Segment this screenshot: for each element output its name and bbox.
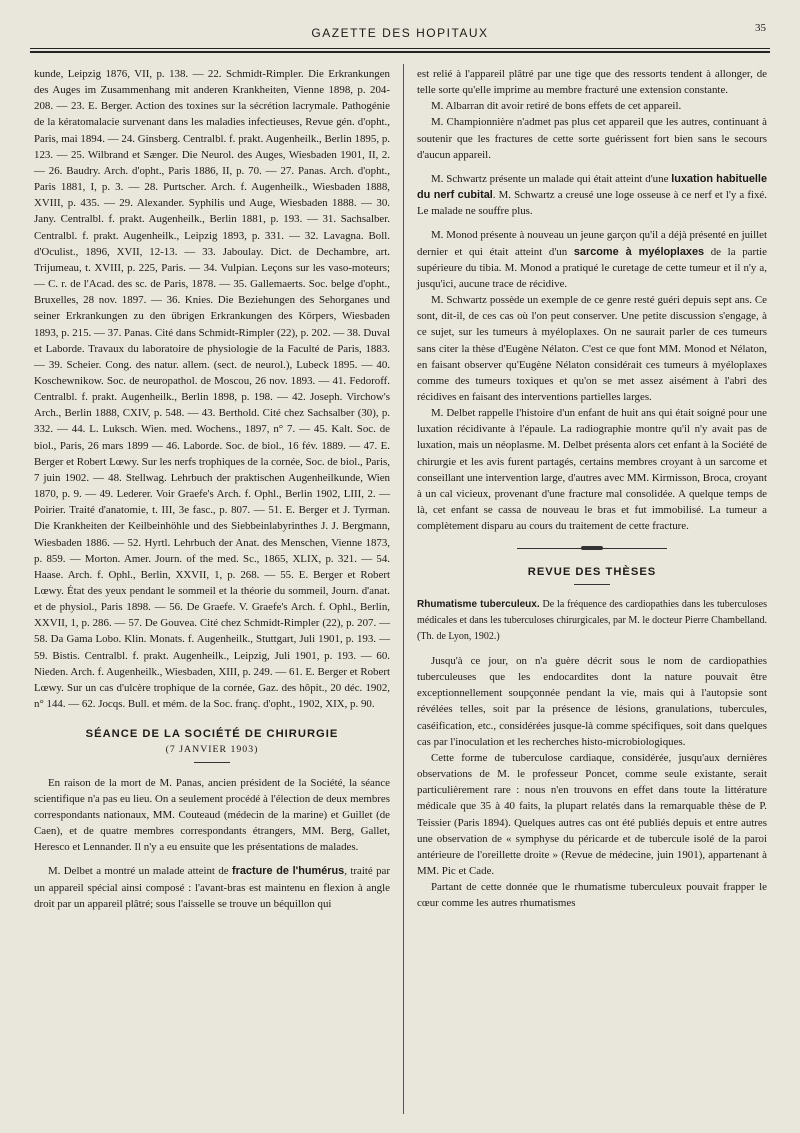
right-column [417, 66, 767, 912]
paragraph-lead: M. Delbet a montré un malade atteint de [48, 865, 232, 878]
running-title: GAZETTE DES HOPITAUX [311, 26, 489, 40]
paragraph: M. Delbet rappelle l'histoire d'un enfant de huit ans qui était soigné pour une luxation récidivante à l'épaule. La radiographie montre qu'il n'y avait pas de luxation, mais un néoplasme. M. Delbet présenta alors cet enfant à la Société de chirurgie et les avis furent partagés, certains membres croyant à un sarcome et conseillant une intervention large, d'autres avec MM. Kirmisson, Broca, croyant à un cal vicieux, provenant d'une fracture mal consolidée. A quelque temps de là, cet enfant se cassa de nouveau le bras et fut immobilisé. La tumeur a complètement disparu au cours du traitement de cette fracture. [417, 407, 767, 533]
paragraph [417, 171, 767, 219]
paragraph: En raison de la mort de M. Panas, ancien président de la Société, la séance scientifique n'a pas eu lieu. On a seulement procédé à l'élection de deux membres correspondants nationaux, MM. Couteaud (médecin de la marine) et Guillet (de Caen), et de quatre membres correspondants étrangers, MM. Berg, Gallet, Heresco et Lennander. Il n'y a eu ensuite que les présentations de malades. [34, 776, 390, 854]
page-number: 35 [755, 22, 766, 34]
thesis-title: Rhumatisme tuberculeux. [417, 598, 540, 610]
paragraph-keyword: sarcome à myéloplaxes [573, 245, 705, 258]
paragraph: est relié à l'appareil plâtré par une tige que des ressorts tendent à allonger, de telle sorte qu'elle imprime au membre fracturé une extension constante. [417, 68, 767, 97]
bibliography-references: kunde, Leipzig 1876, VII, p. 138. — 22. Schmidt-Rimpler. Die Erkrankungen des Auges im Zusammenhang mit anderen Krankheiten, Vienne 1898, p. 204-208. — 23. E. Berger. Action des toxines sur la sécrétion lacrymale. Pathogénie de la kératomalacie survenant dans les maladies infectieuses, Revue gén. d'opht., Paris, mai 1894. — 24. Ginsberg. Centralbl. f. prakt. Augenheilk., Berlin 1895, p. 123. — 25. Wilbrand et Sænger. Die Neurol. des Auges, Wiesbaden 1901, II, 2. — 26. Baudry. Arch. d'opht., Paris 1886, II, p. 70. — 27. Panas. Arch. d'opht., Paris 1881, I, p. 3. — 28. Purtscher. Arch. f. Augenheilk., Wiesbaden 1888, XVIII, p. 435. — 29. Alexander. Syphilis und Auge, Wiesbaden 1888. — 30. Jany. Centralbl. f. prakt. Augenheilk., Berlin 1881, p. 193. — 31. Sachsalber. Centralbl. f. prakt. Augenheilk., Leipzig 1893, p. 331. — 32. Lavagna. Boll. d'Oculist., 1896, XVII, 12-13. — 33. Jaboulay. Dict. de Dechambre, art. Trijumeau, t. XVIII, p. 225, Paris. — 34. Vulpian. Leçons sur les vaso-moteurs; — C. r. de l'Acad. des sc. de Paris, 1878. — 35. Gallemaerts. Soc. belge d'opht., Bruxelles, 28 nov. 1897. — 36. Knies. Die Beziehungen des Sehorganes und seiner Erkrankungen zu den übrigen Erkrankungen des Körpers, Wiesbaden 1893, p. 215. — 37. Panas. Cité dans Schmidt-Rimpler (22), p. 202. — 38. Duval et Laborde. Travaux du laboratoire de physiologie de la Faculté de Paris, 1883. — 39. Scheier. Cong. des natur. allem. (sect. de neurol.), Lubeck 1895. — 40. Koschewnikow. Soc. de neuropathol. de Moscou, 26 nov. 1893. — 41. Fedoroff. Centralbl. f. prakt. Augenheilk., Berlin 1898, p. 198. — 42. Joseph. Virchow's Arch., Berlin 1888, CXIV, p. 548. — 43. Berthold. Cité chez Sachsalber (30), p. 332. — 44. L. Luksch. Wien. med. Wochens., 1897, n° 7. — 45. Kalt. Soc. de biol., Paris, 26 mars 1899 — 46. Laborde. Soc. de biol., 16 fév. 1889. — 47. E. Berger et Robert Lœwy. Sur les nerfs trophiques de la cornée, Soc. de biol., Paris, 7 juin 1902. — 48. Stellwag. Lehrbuch der praktischen Augenheilkunde, Wien 1870, p. 9. — 49. Lederer. Voir Graefe's Arch. f. Ophl., Berlin 1902, LIII, 2. — Poirier. Traité d'anatomie, t. III, 3e fasc., p. 807. — 51. E. Berger et J. Tyrman. Die Krankheiten der Keilbeinhöhle und des Siebbeinlabyrinthes J. J. Bergmann, Wiesbaden 1886. — 52. Hyrtl. Lehrbuch der Anat. des Menschen, Vienne 1873, p. 859. — Morton. Amer. Journ. of the med. Sc., 1865, XLIX, p. 321. — 54. Haase. Arch. f. Ophl., Berlin, XXVII, 1, p. 268. — 55. E. Berger et Robert Lœwy. État des yeux pendant le sommeil et la théorie du sommeil, Journ. d'anat. et de physiol., Paris 1898. — 56. De Graefe. V. Graefe's Arch. f. Ophl., Berlin, XXVII, 1, p. 286. — 57. De Gouvea. Cité chez Schmidt-Rimpler (22), p. 207. — 58. Da Gama Lobo. Klin. Monats. f. Augenheilk., Stuttgart, Juli 1901, p. 193. — 59. Bistis. Centralbl. f. prakt. Augenheilk., Leipzig, Juli 1901, p. 193. — 60. Nieden. Arch. f. Augenheilk., Wiesbaden, XIII, p. 249. — 61. E. Berger et Robert Lœwy. Sur un cas d'ulcère trophique de la cornée, Gaz. des hôpit., 20 déc. 1902, n° 144. — 62. Jocqs. Bull. et mém. de la Soc. franç. d'opht., 1902, XIX, p. 90. [34, 68, 390, 711]
header-rule-thin [30, 48, 770, 49]
paragraph-rest: de la partie supérieure du tibia. M. Monod a pratiqué le curetage de cette tumeur et il n'y a, jusqu'ici, aucune trace de récidive. [417, 245, 767, 290]
header-rule-thick [30, 51, 770, 53]
section-short-rule [574, 584, 610, 585]
paragraph-rest: . M. Schwartz a creusé une loge osseuse à ce nerf et l'y a fixé. Le malade ne souffre plus. [417, 189, 767, 218]
paragraph: M. Championnière n'admet pas plus cet appareil que les autres, continuant à soutenir que les fractures de cette sorte guérissent fort bien sans le secours d'aucun appareil. [417, 116, 767, 161]
column-divider [403, 64, 404, 1114]
paragraph: Cette forme de tuberculose cardiaque, considérée, jusqu'aux dernières observations de M. le professeur Poncet, comme seule existante, serait particulièrement rare : nous n'en trouvons en effet dans toute la littérature médicale que 35 à 40 faits, la plupart relatés dans la remarquable thèse de P. Teissier (Paris 1894). Quelques autres cas ont été publiés depuis et entre autres une observation de « symphyse du péricarde et de tubercule isolé de la paroi antérieure de l'oreillette droite » (Revue de médecine, juin 1901), appartenant à MM. Pic et Cade. [417, 751, 767, 878]
section-title-societe-chirurgie: SÉANCE DE LA SOCIÉTÉ DE CHIRURGIE [85, 728, 339, 741]
paragraph: M. Schwartz possède un exemple de ce genre resté guéri depuis sept ans. Ce sont, dit-il, de ces cas où l'on peut conserver. Une petite discussion s'engage, à ce sujet, sur les tumeurs à myéloplaxes. On ne saurait parler de ces tumeurs sans citer la thèse d'Eugène Nélaton. C'est ce que font MM. Monod et Nélaton, en faisant observer qu'Eugène Nélaton considérait ces tumeurs à myéloplaxes comme des tumeurs toxiques et qu'on se met assez aisément à l'abri des récidives en faisant des interventions partielles larges. [417, 294, 767, 403]
section-title-revue-theses: REVUE DES THÈSES [527, 566, 657, 579]
page-header [30, 18, 770, 58]
thesis-entry [417, 597, 767, 645]
section-date: (7 JANVIER 1903) [165, 744, 259, 756]
paragraph-lead: M. Schwartz présente un malade qui était atteint d'une [431, 172, 672, 185]
paragraph-rest: , traité par un appareil spécial ainsi composé : l'avant-bras est maintenu en flexion à angle droit par un appareil plâtré; sous l'aisselle se trouve un béquillon qui [34, 865, 391, 910]
paragraph: Partant de cette donnée que le rhumatisme tuberculeux pouvait frapper le cœur comme les autres rhumatismes [417, 881, 767, 910]
paragraph: Jusqu'à ce jour, on n'a guère décrit sous le nom de cardiopathies tuberculeuses que les endocardites dont la nature pouvait être exceptionnellement soupçonnée pendant la vie, mais qui à l'autopsie sont révélées telles, soit par la présence de lésions, granulations, tubercules, caséification, etc., considérées jusque-là comme spécifiques, soit dans quelques cas par l'inoculation et les recherches histo-microbiologiques. [417, 655, 767, 748]
paragraph: M. Albarran dit avoir retiré de bons effets de cet appareil. [431, 100, 682, 113]
ornament-rule [517, 546, 667, 552]
left-column [34, 66, 390, 912]
thesis-source: De la fréquence des cardiopathies dans les tuberculoses médicales et dans les tuberculoses chirurgicales, par M. le docteur Pierre Chambelland. (Th. de Lyon, 1902.) [417, 598, 767, 642]
paragraph [34, 863, 390, 911]
paragraph-keyword: fracture de l'humérus [232, 865, 345, 878]
paragraph-lead: M. Monod présente à nouveau un jeune garçon qu'il a déjà présenté en juillet dernier et qui était atteint d'un [417, 229, 767, 258]
ornament-center [581, 546, 603, 550]
paragraph-keyword: luxation habituelle du nerf cubital [417, 172, 768, 202]
section-short-rule [194, 762, 230, 763]
paragraph [417, 227, 767, 292]
